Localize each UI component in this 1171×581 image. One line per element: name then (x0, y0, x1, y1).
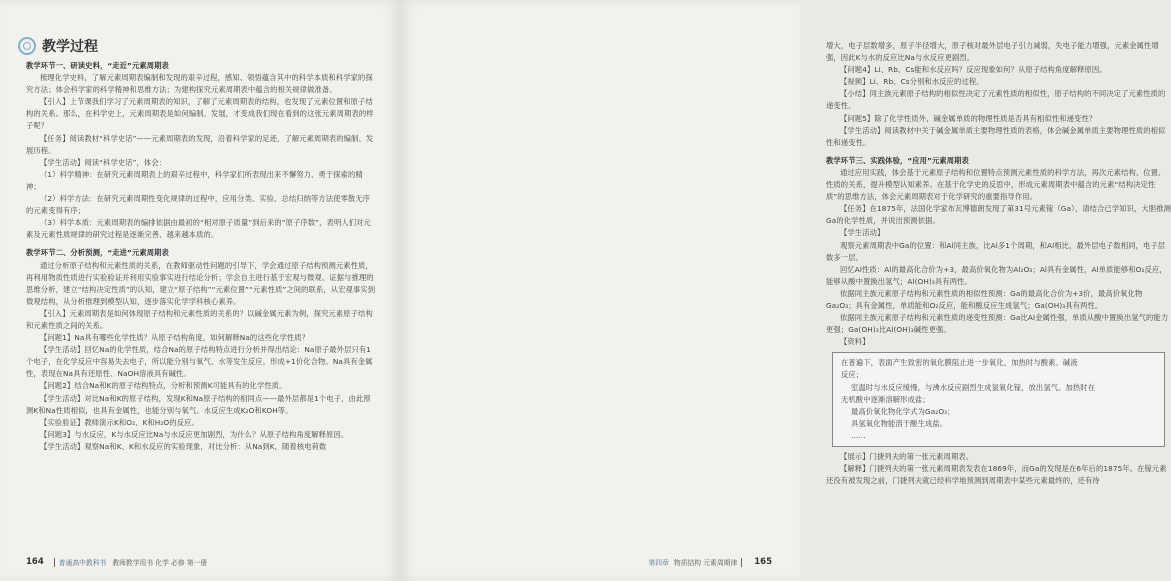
right-paragraphs-top (826, 40, 1171, 348)
section-heading: 教学环节二、分析预测，“走进”元素周期表 (26, 248, 169, 258)
paragraph: 【问题4】Li、Rb、Cs能和水反应吗？反应现象如何？从原子结构角度解释原因。 (840, 65, 1107, 75)
paragraph: 【学生活动】回忆Na的化学性质，结合Na的原子结构特点进行分析并得出结论：Na原子最外层只有1个电子，在化学反应中容易失去电子，所以能分别与氧气、水等发生反应，形成+1价化合物。Na具有金属性，表现在Na具有还原性、NaOH溶液具有碱性。 (26, 345, 373, 379)
box-line: …… (851, 430, 866, 440)
footer-divider (54, 558, 55, 567)
right-page (400, 0, 1171, 581)
paragraph: 【学生活动】对比Na和K的原子结构，发现K和Na原子结构的相同点——最外层都是1个电子，由此预测K和Na性质相似，也具有金属性，也能分别与氧气、水反应生成K₂O和KOH等。 (26, 393, 371, 415)
page-number-right: 165 (754, 557, 772, 567)
paragraph: 【问题3】与水反应，K与水反应比Na与水反应更加剧烈，为什么？从原子结构角度解释原因。 (40, 429, 349, 439)
chapter-name: 物质结构 元素周期律 (673, 559, 738, 567)
paragraph: 【小结】同主族元素原子结构的相似性决定了元素性质的相似性，原子结构的不同决定了元素性质的递变性。 (826, 89, 1166, 111)
paragraph: 【展示】门捷列夫的第一张元素周期表。 (840, 452, 974, 461)
right-footer (649, 557, 772, 567)
section-title: 教学过程 (42, 40, 98, 55)
section-header (18, 36, 98, 56)
paragraph: 增大，电子层数增多，原子半径增大，原子核对最外层电子引力减弱，失电子能力增强，元素金属性增强，因此K与水的反应比Na与水反应更剧烈。 (826, 41, 1159, 63)
paragraph: 【学生活动】阅读教材中关于碱金属单质主要物理性质的表格，体会碱金属单质主要物理性质的相似性和递变性。 (826, 125, 1166, 147)
data-box (832, 352, 1165, 447)
paragraph: （2）科学方法：在研究元素周期性变化规律的过程中，应用分类、实验、总结归纳等方法使零散无序的元素变得有序； (26, 194, 371, 216)
box-line: 最高价氧化物化学式为Ga₂O₃； (851, 406, 955, 416)
section-heading: 教学环节三、实践体验，“应用”元素周期表 (826, 155, 969, 165)
paragraph: 【问题5】除了化学性质外，碱金属单质的物理性质是否具有相似性和递变性？ (840, 113, 1097, 123)
section-heading: 教学环节一、研读史料，“走近”元素周期表 (26, 61, 169, 70)
page-number-left: 164 (26, 557, 44, 567)
paragraph: 【资料】 (840, 337, 870, 347)
paragraph: 【实验验证】教师演示K和O₂、K和H₂O的反应。 (40, 417, 199, 427)
chapter-label: 第四章 (648, 559, 669, 567)
box-line: 具氢氧化物能溶于酸生成盐。 (851, 418, 948, 428)
paragraph: 【学生活动】阅读“科学史话”，体会： (40, 157, 167, 167)
paragraph: 梳理化学史料，了解元素周期表编制和发现的艰辛过程，感知、领悟蕴含其中的科学本质和科学家的探究方法；体会科学家的科学精神和思维方法；为建构探究元素周期表中蕴含的相关规律做准备。 (26, 73, 373, 95)
footer-divider (741, 558, 742, 567)
box-line: 反应； (841, 370, 864, 380)
paragraph: 通过分析原子结构和元素性质的关系，在教师驱动性问题的引导下，学会通过原子结构预测元素性质，再利用物质性质进行实验验证并利用实验事实进行结论分析；学会自主进行基于宏观与微观、证据与推理的思维分析，建立“结构决定性质”的认知，建立“原子结构”“元素位置”“元素性质”之间的联系，从宏观事实到微观结构，从分析推理到模型认知，逐步落实化学学科核心素养。 (26, 260, 376, 306)
box-line: 室温时与水反应缓慢，与沸水反应剧烈生成氢氧化镓，放出氢气。加热时在 (851, 382, 1096, 392)
paragraph: 依据同主族元素原子结构和元素性质的递变性预测：Ga比Al金属性强，单质从酸中置换出氢气的能力更强；Ga(OH)₃比Al(OH)₃碱性更强。 (826, 313, 1169, 335)
paragraph: 【任务】在1875年，法国化学家布瓦博德朗发现了第31号元素镓（Ga），请结合已学知识，大胆推测Ga的化学性质，并说出预测依据。 (826, 204, 1171, 226)
paragraph: 【学生活动】 (840, 228, 885, 238)
box-line: 无机酸中逐渐溶解形成盐； (841, 394, 930, 404)
paragraph: （3）科学本质：元素周期表的编排依据由最初的“相对原子质量”到后来的“原子序数”，表明人们对元素及元素性质规律的研究过程是逐渐完善、越来越本质的。 (26, 218, 371, 240)
paragraph: 【学生活动】观察Na和K、K和水反应的实验现象，对比分析：从Na到K，随着核电荷数 (40, 441, 327, 451)
paragraph: 【引入】元素周期表是如何体现原子结构和元素性质的关系的？以碱金属元素为例，探究元素原子结构和元素性质之间的关系。 (26, 308, 373, 330)
left-footer (26, 557, 207, 567)
spiral-icon (18, 37, 36, 55)
book-subtitle: 教师教学用书 化学 必修 第一册 (112, 559, 208, 567)
paragraph: 【任务】阅读教材“科学史话”——元素周期表的发现，沿着科学家的足迹，了解元素周期表的编制、发展历程。 (26, 133, 374, 155)
paragraph: 通过应用实践，体会基于元素原子结构和位置特点预测元素性质的科学方法，再次元素结构、位置、性质的关系，提升模型认知素养。在基于化学史的反思中，形成元素周期表中蕴含的元素“结构决定性质”的思维方法，体会元素周期表对于化学研究的重要指导作用。 (826, 167, 1166, 202)
paragraph: 【引入】上节课我们学习了元素周期表的知识，了解了元素周期表的结构，也发现了元素位置和原子结构的关系。那么，在科学史上，元素周期表是如何编制、发展，才变成我们现在看到的这张元素周期表的样子呢？ (26, 97, 374, 131)
left-text-body (26, 60, 376, 453)
right-paragraphs-bottom (826, 451, 1171, 487)
paragraph: 【解释】门捷列夫的第一张元素周期表发表在1869年，而Ga的发现是在6年后的1875年。在镓元素还没有被发现之前，门捷列夫就已经科学地预测到周期表中某些元素最终的，还有待 (826, 464, 1167, 486)
paragraph: 回忆Al性质：Al的最高化合价为+3，最高价氧化物为Al₂O₃；Al具有金属性，Al单质能够和O₂反应，能够从酸中置换出氢气；Al(OH)₃具有两性。 (826, 264, 1167, 286)
paragraph: 依据同主族元素原子结构和元素性质的相似性预测：Ga的最高化合价为+3价，最高价氧化物Ga₂O₃；具有金属性，单质能和O₂反应，能和酸反应生成氢气；Ga(OH)₃具有两性。 (826, 288, 1143, 310)
book-name: 普通高中教科书 (58, 559, 107, 567)
paragraph: 【视频】Li、Rb、Cs分别和水反应的过程。 (840, 77, 984, 87)
right-text-body (826, 40, 1171, 487)
box-line: 在普遍下，表面产生致密的氧化膜阻止进一步氧化，加热时与酸素、碱液 (841, 358, 1078, 368)
paragraph: 【问题2】结合Na和K的原子结构特点，分析和预测K可能具有的化学性质。 (40, 381, 287, 391)
paragraph: 观察元素周期表中Ga的位置：和Al同主族，比Al多1个周期，和Al相比，最外层电子数相同，电子层数多一层。 (826, 240, 1166, 262)
paragraph: （1）科学精神：在研究元素周期表上的艰辛过程中，科学家们所表现出来不懈努力、勇于探索的精神； (26, 169, 363, 191)
left-page (0, 0, 400, 581)
paragraph: 【问题1】Na具有哪些化学性质？从原子结构角度，如何解释Na的这些化学性质？ (40, 333, 310, 343)
